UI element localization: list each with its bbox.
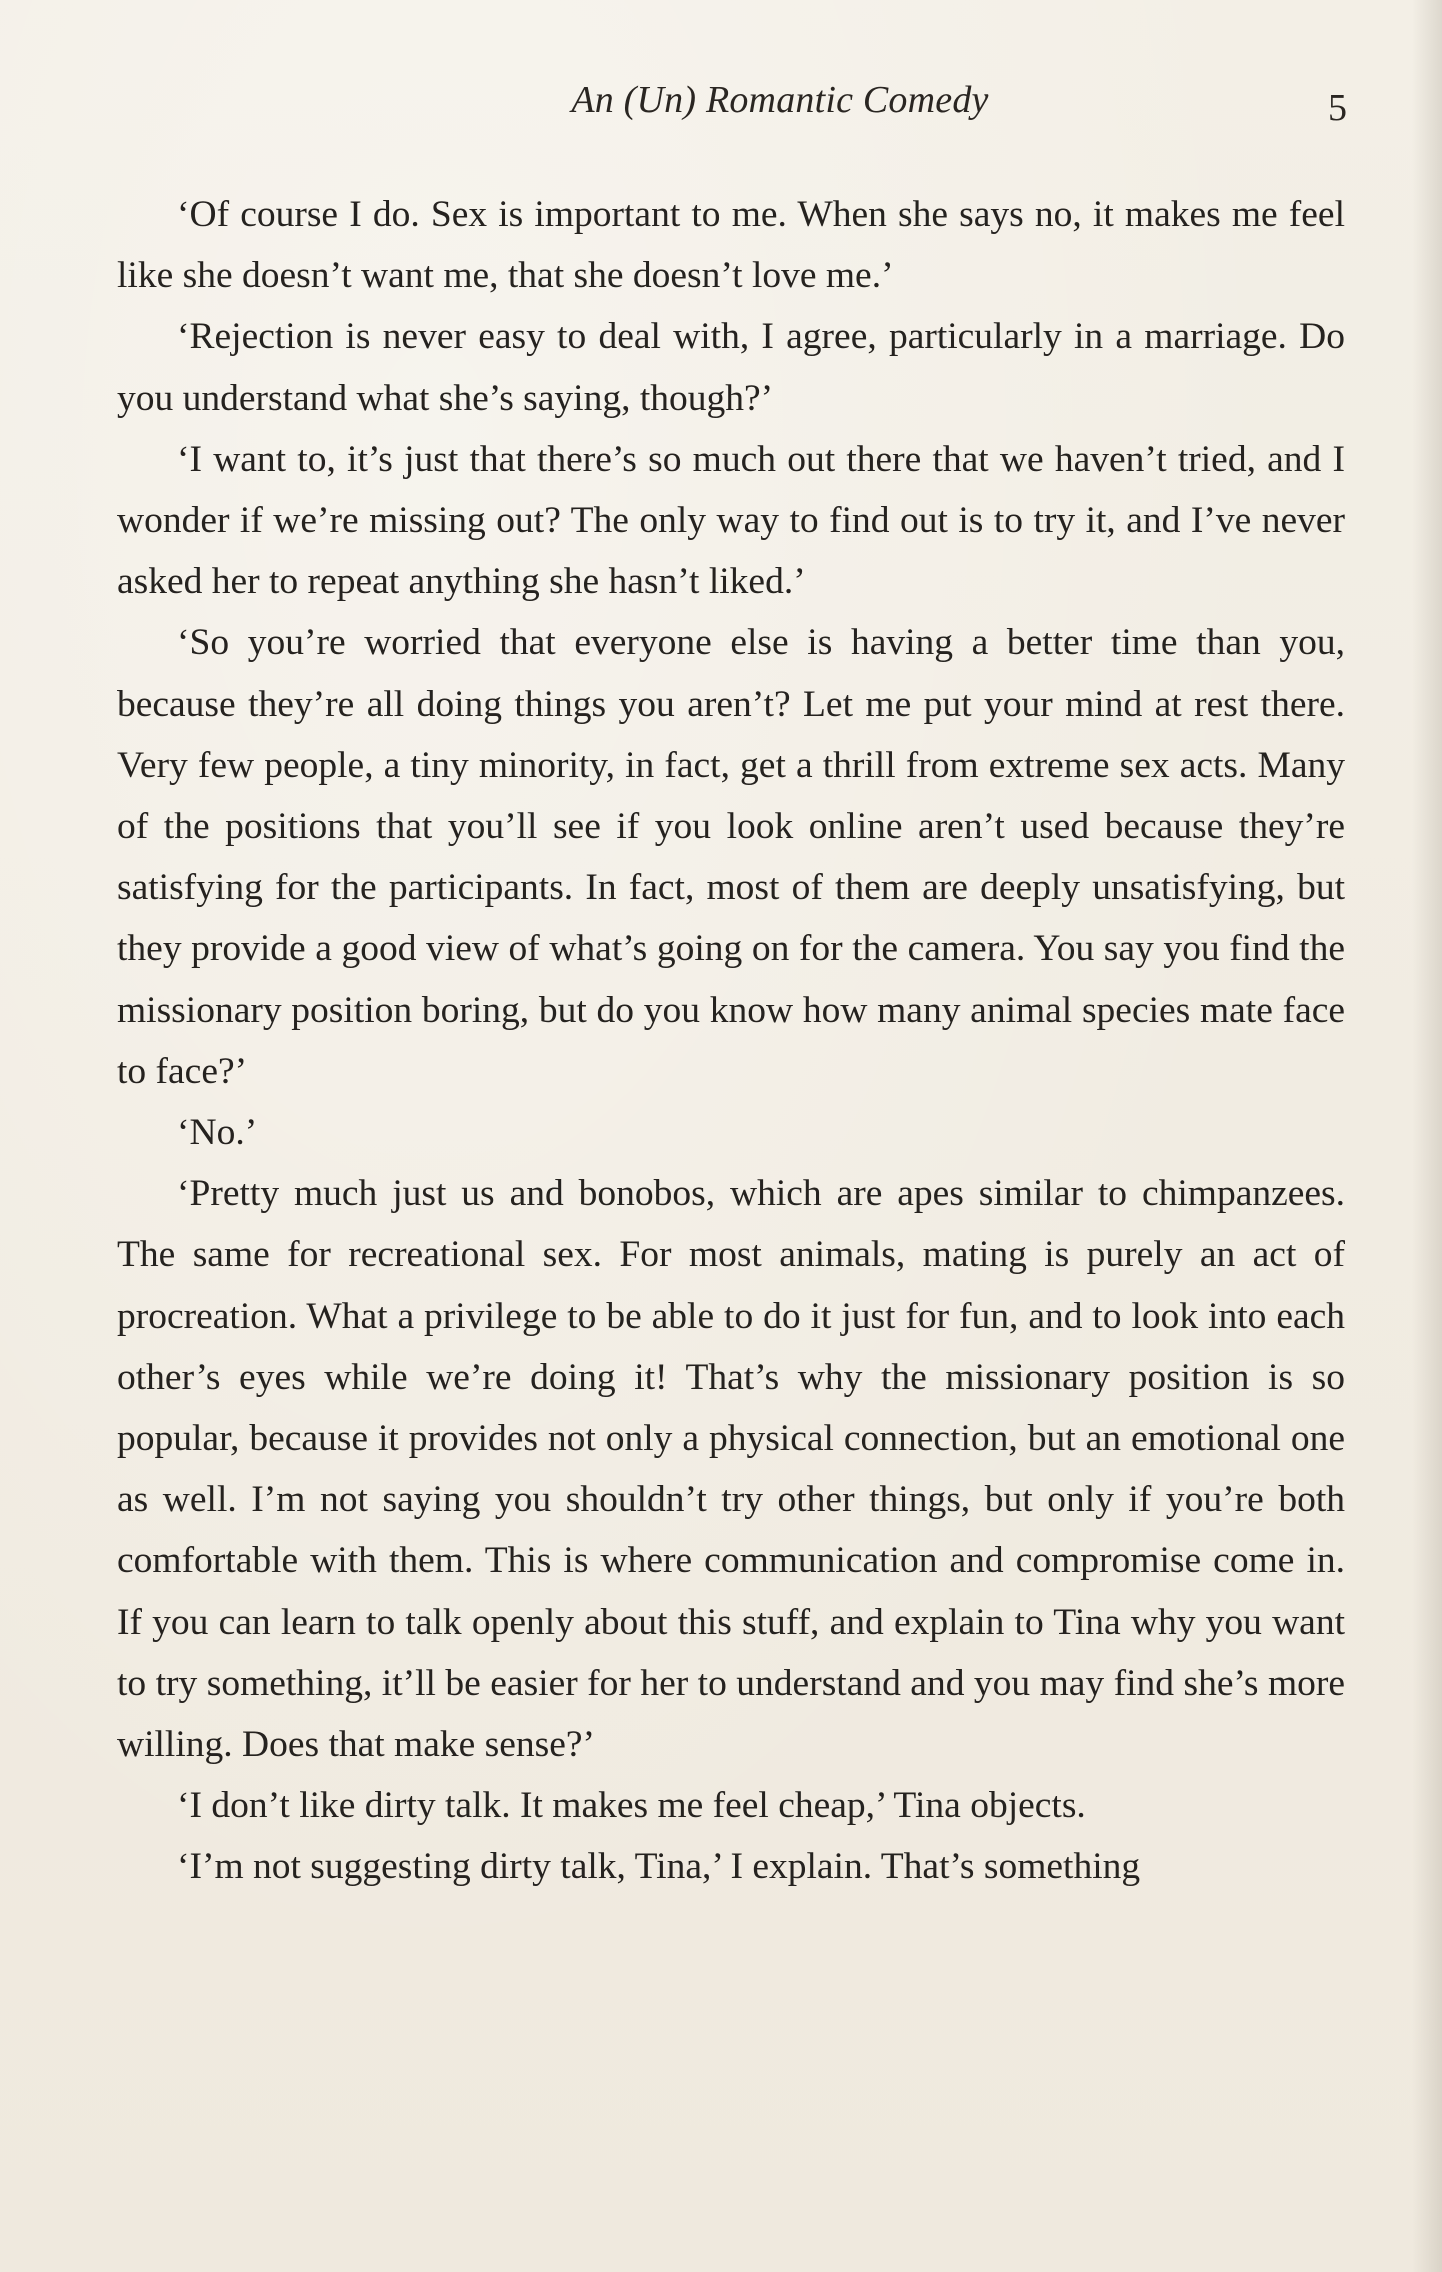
page-edge-shadow: [1412, 0, 1442, 2272]
paragraph: ‘I’m not suggesting dirty talk, Tina,’ I explain. That’s something: [177, 1846, 1141, 1888]
paragraph: ‘Rejection is never easy to deal with, I agree, particularly in a marriage. Do you understand what she’s saying, though?’: [117, 316, 1345, 419]
paragraph: ‘No.’: [177, 1112, 258, 1154]
paragraph: ‘Of course I do. Sex is important to me. When she says no, it makes me feel like she doesn’t want me, that she doesn’t love me.’: [117, 194, 1345, 297]
running-title: An (Un) Romantic Comedy: [571, 79, 989, 121]
paragraph: ‘I don’t like dirty talk. It makes me feel cheap,’ Tina objects.: [177, 1785, 1086, 1827]
paragraph: ‘Pretty much just us and bonobos, which are apes similar to chimpanzees. The same for recreational sex. For most animals, mating is purely an act of procreation. What a privilege to be able to do it just for fun, and to look into each other’s eyes while we’re doing it! That’s why the missionary position is so popular, because it provides not only a physical connection, but an emotional one as well. I’m not saying you shouldn’t try other things, but only if you’re both comfortable with them. This is where communication and compromise come in. If you can learn to talk openly about this stuff, and explain to Tina why you want to try something, it’ll be easier for her to understand and you may find she’s more willing. Does that make sense?’: [117, 1173, 1345, 1766]
body-text: [117, 184, 1345, 1898]
running-head: [0, 78, 1442, 134]
paragraph: ‘I want to, it’s just that there’s so much out there that we haven’t tried, and I wonder if we’re missing out? The only way to find out is to try it, and I’ve never asked her to repeat anything she hasn’t liked.’: [117, 438, 1345, 603]
page-number: 5: [1328, 87, 1347, 129]
paragraph: ‘So you’re worried that everyone else is having a better time than you, because they’re all doing things you aren’t? Let me put your mind at rest there. Very few people, a tiny minority, in fact, get a thrill from extreme sex acts. Many of the positions that you’ll see if you look online aren’t used because they’re satisfying for the participants. In fact, most of them are deeply unsatisfying, but they provide a good view of what’s going on for the camera. You say you find the missionary position boring, but do you know how many animal species mate face to face?’: [117, 622, 1345, 1092]
